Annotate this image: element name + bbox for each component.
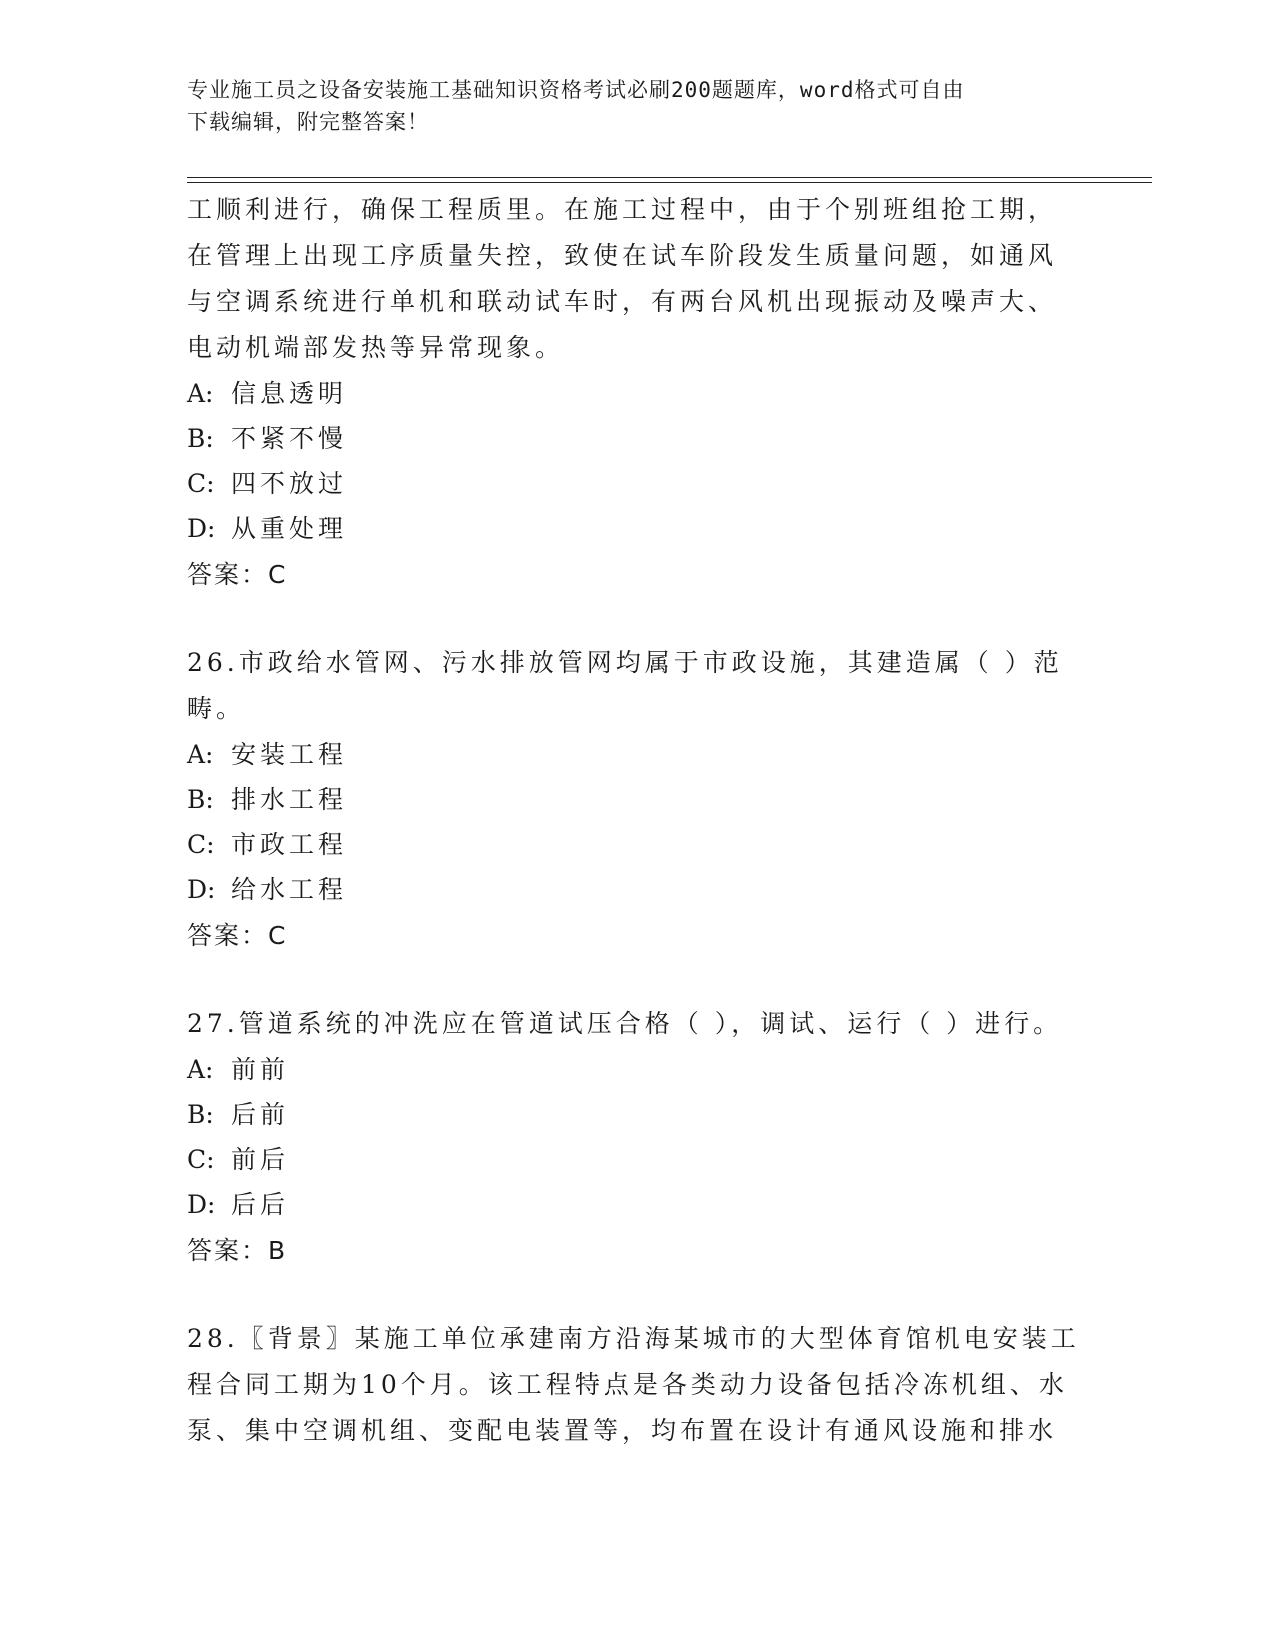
option-text: 安装工程 [231,740,348,769]
page-header [187,74,1077,138]
option-c [187,822,1087,867]
option-text: 排水工程 [231,785,348,814]
option-key: A: [187,740,214,769]
option-key: B: [187,785,214,814]
option-text: 后后 [231,1190,290,1219]
option-c [187,1137,1087,1182]
answer-line: 答案：C [187,560,288,589]
option-text: 前后 [231,1145,290,1174]
answer-line: 答案：C [187,921,288,950]
option-text: 信息透明 [231,379,348,408]
option-key: A: [187,379,214,408]
question-stem-line: 泵、集中空调机组、变配电装置等，均布置在设计有通风设施和排水 [187,1416,1058,1445]
option-key: A: [187,1055,214,1084]
option-key: C: [187,830,215,859]
question-27 [187,1001,1087,1274]
question-stem-line: 26.市政给水管网、污水排放管网均属于市政设施，其建造属（ ）范 [187,648,1063,677]
question-spacer [187,1274,1087,1316]
option-text: 从重处理 [231,514,348,543]
option-b [187,416,1087,461]
question-stem-line: 与空调系统进行单机和联动试车时，有两台风机出现振动及噪声大、 [187,287,1058,316]
question-stem-line: 在管理上出现工序质量失控，致使在试车阶段发生质量问题，如通风 [187,241,1058,270]
header-title-line-1: 专业施工员之设备安装施工基础知识资格考试必刷200题题库，word格式可自由 [187,78,965,102]
question-26 [187,640,1087,959]
header-divider-bottom [187,182,1152,183]
option-text: 不紧不慢 [231,424,348,453]
option-key: C: [187,469,215,498]
option-key: B: [187,424,214,453]
option-text: 给水工程 [231,875,348,904]
option-b [187,777,1087,822]
option-a [187,732,1087,777]
question-stem-line: 工顺利进行，确保工程质里。在施工过程中，由于个别班组抢工期， [187,195,1058,224]
question-stem-line: 程合同工期为10个月。该工程特点是各类动力设备包括冷冻机组、水 [187,1370,1068,1399]
answer-line: 答案：B [187,1236,288,1265]
option-d [187,867,1087,912]
option-key: B: [187,1100,214,1129]
option-key: D: [187,514,216,543]
question-28 [187,1316,1087,1454]
header-divider-top [187,177,1152,178]
option-c [187,461,1087,506]
header-title-line-2: 下载编辑，附完整答案！ [187,110,429,134]
question-stem-line: 电动机端部发热等异常现象。 [187,333,565,362]
option-text: 后前 [231,1100,290,1129]
question-spacer [187,959,1087,1001]
option-d [187,1182,1087,1227]
question-25 [187,187,1087,598]
option-key: C: [187,1145,215,1174]
option-text: 前前 [231,1055,290,1084]
option-a [187,1047,1087,1092]
question-spacer [187,598,1087,640]
option-text: 四不放过 [231,469,348,498]
question-content [187,187,1087,1454]
option-text: 市政工程 [231,830,348,859]
option-b [187,1092,1087,1137]
option-key: D: [187,1190,216,1219]
question-stem-line: 28.〖背景〗某施工单位承建南方沿海某城市的大型体育馆机电安装工 [187,1324,1080,1353]
question-stem-line: 27.管道系统的冲洗应在管道试压合格（ ），调试、运行（ ）进行。 [187,1009,1063,1038]
option-a [187,371,1087,416]
option-key: D: [187,875,216,904]
option-d [187,506,1087,551]
question-stem-line: 畴。 [187,694,246,723]
